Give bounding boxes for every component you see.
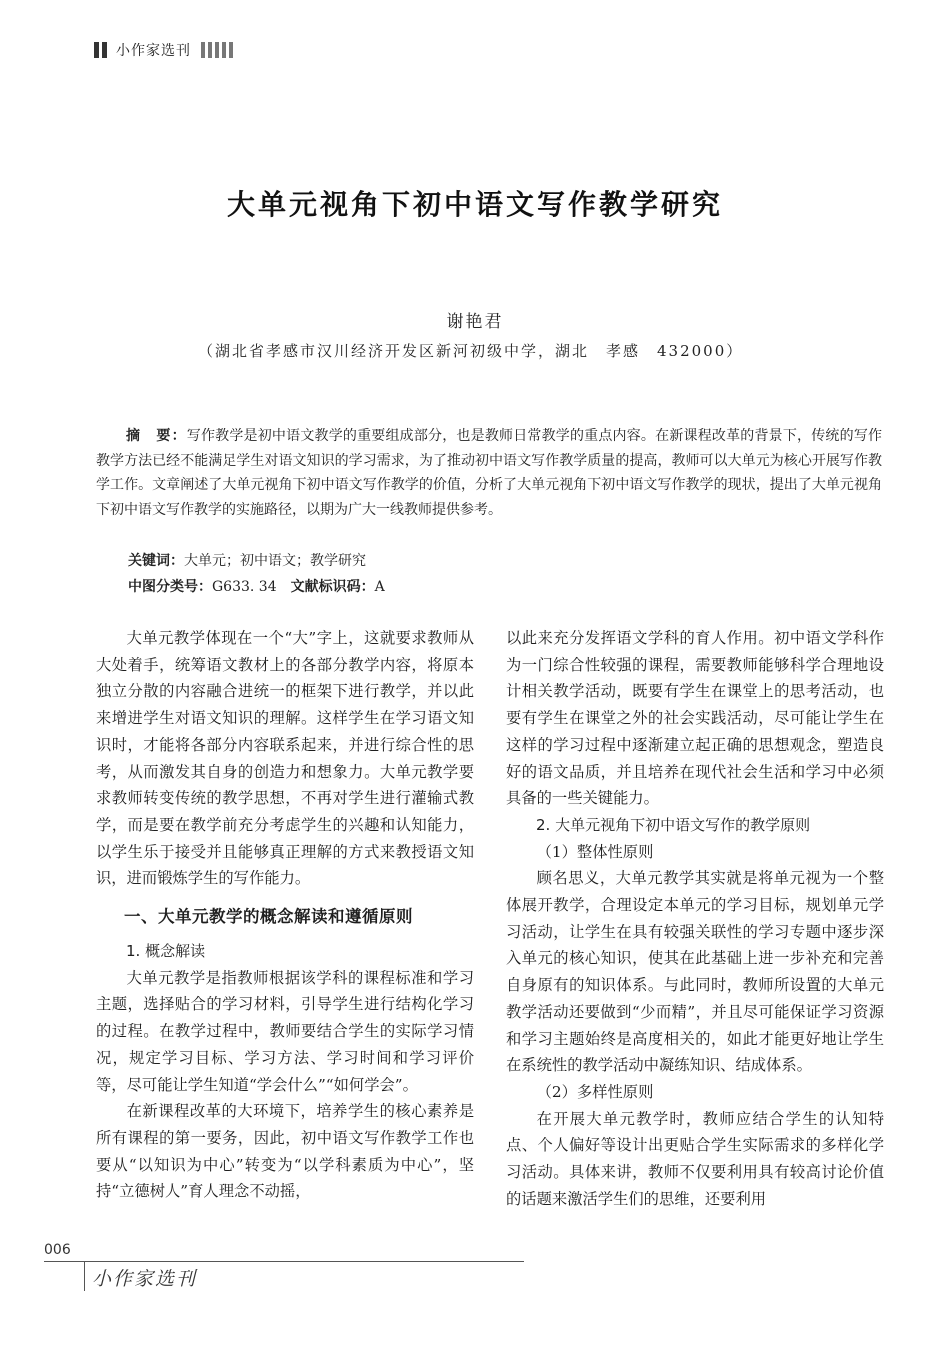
header-bar-icon <box>215 42 219 58</box>
header-bar-icon <box>208 42 212 58</box>
body-column-right <box>506 625 884 1212</box>
subsection-heading: 2. 大单元视角下初中语文写作的教学原则 <box>536 815 811 834</box>
footer-journal-logo: 小作家选刊 <box>92 1268 198 1290</box>
article-title: 大单元视角下初中语文写作教学研究 <box>226 188 723 221</box>
subsection-heading: 1. 概念解读 <box>126 942 206 961</box>
body-column-left <box>96 625 474 1205</box>
paragraph: 在新课程改革的大环境下，培养学生的核心素养是所有课程的第一要务，因此，初中语文写作教学工作也要从“以知识为中心”转变为“以学科素质为中心”，坚持“立德树人”育人理念不动摇， <box>96 1102 474 1201</box>
clc-label: 中图分类号： <box>128 579 212 595</box>
sub-subsection-heading: （2）多样性原则 <box>536 1082 654 1101</box>
abstract-label: 摘 要： <box>126 428 187 444</box>
author-affiliation: （湖北省孝感市汉川经济开发区新河初级中学，湖北 孝感 432000） <box>198 342 744 360</box>
paragraph: 以此来充分发挥语文学科的育人作用。初中语文学科作为一门综合性较强的课程，需要教师能够科学合理地设计相关教学活动，既要有学生在课堂上的思考活动，也要有学生在课堂之外的社会实践活动，尽可能让学生在这样的学习过程中逐渐建立起正确的思想观念，塑造良好的语文品质，并且培养在现代社会生活和学习中必须具备的一些关键能力。 <box>506 629 884 808</box>
paragraph: 顾名思义，大单元教学其实就是将单元视为一个整体展开教学，合理设定本单元的学习目标，规划单元学习活动，让学生在具有较强关联性的学习专题中逐步深入单元的核心知识，使其在此基础上进一步补充和完善自身原有的知识体系。与此同时，教师所设置的大单元教学活动还要做到“少而精”，并且尽可能保证学习资源和学习主题始终是高度相关的，如此才能更好地让学生在系统性的教学活动中凝练知识、结成体系。 <box>506 869 884 1075</box>
keywords <box>128 550 366 570</box>
doc-code-label: 文献标识码： <box>290 579 375 595</box>
keywords-label: 关键词： <box>128 553 184 569</box>
article-author: 谢艳君 <box>446 312 504 332</box>
header-bar-icon <box>102 42 107 58</box>
journal-name: 小作家选刊 <box>116 43 191 59</box>
header-bar-icon <box>201 42 205 58</box>
header-bar-icon <box>94 42 99 58</box>
sub-subsection-heading: （1）整体性原则 <box>536 842 654 861</box>
keywords-text: 大单元；初中语文；教学研究 <box>184 553 366 569</box>
abstract <box>96 424 882 522</box>
classification <box>128 576 385 596</box>
section-heading: 一、大单元教学的概念解读和遵循原则 <box>124 907 413 927</box>
paragraph: 在开展大单元教学时，教师应结合学生的认知特点、个人偏好等设计出更贴合学生实际需求的多样化学习活动。具体来讲，教师不仅要利用具有较高讨论价值的话题来激活学生们的思维，还要利用 <box>506 1109 884 1208</box>
running-header <box>94 40 236 60</box>
doc-code-value: A <box>374 579 385 595</box>
paragraph: 大单元教学体现在一个“大”字上，这就要求教师从大处着手，统筹语文教材上的各部分教学内容，将原本独立分散的内容融合进统一的框架下进行教学，并以此来增进学生对语文知识的理解。这样学生在学习语文知识时，才能将各部分内容联系起来，并进行综合性的思考，从而激发其自身的创造力和想象力。大单元教学要求教师转变传统的教学思想，不再对学生进行灌输式教学，而是要在教学前充分考虑学生的兴趣和认知能力，以学生乐于接受并且能够真正理解的方式来教授语文知识，进而锻炼学生的写作能力。 <box>96 629 474 888</box>
clc-value: G633. 34 <box>212 579 277 595</box>
abstract-text: 写作教学是初中语文教学的重要组成部分，也是教师日常教学的重点内容。在新课程改革的背景下，传统的写作教学方法已经不能满足学生对语文知识的学习需求，为了推动初中语文写作教学质量的提高，教师可以大单元为核心开展写作教学工作。文章阐述了大单元视角下初中语文写作教学的价值，分析了大单元视角下初中语文写作教学的现状，提出了大单元视角下初中语文写作教学的实施路径，以期为广大一线教师提供参考。 <box>96 428 883 518</box>
page-number: 006 <box>44 1242 71 1258</box>
header-bar-icon <box>229 42 233 58</box>
footer-rule <box>44 1261 524 1262</box>
paragraph: 大单元教学是指教师根据该学科的课程标准和学习主题，选择贴合的学习材料，引导学生进行结构化学习的过程。在教学过程中，教师要结合学生的实际学习情况，规定学习目标、学习方法、学习时间和学习评价等，尽可能让学生知道“学会什么”“如何学会”。 <box>96 968 474 1094</box>
header-bar-icon <box>222 42 226 58</box>
footer-divider <box>84 1261 85 1291</box>
